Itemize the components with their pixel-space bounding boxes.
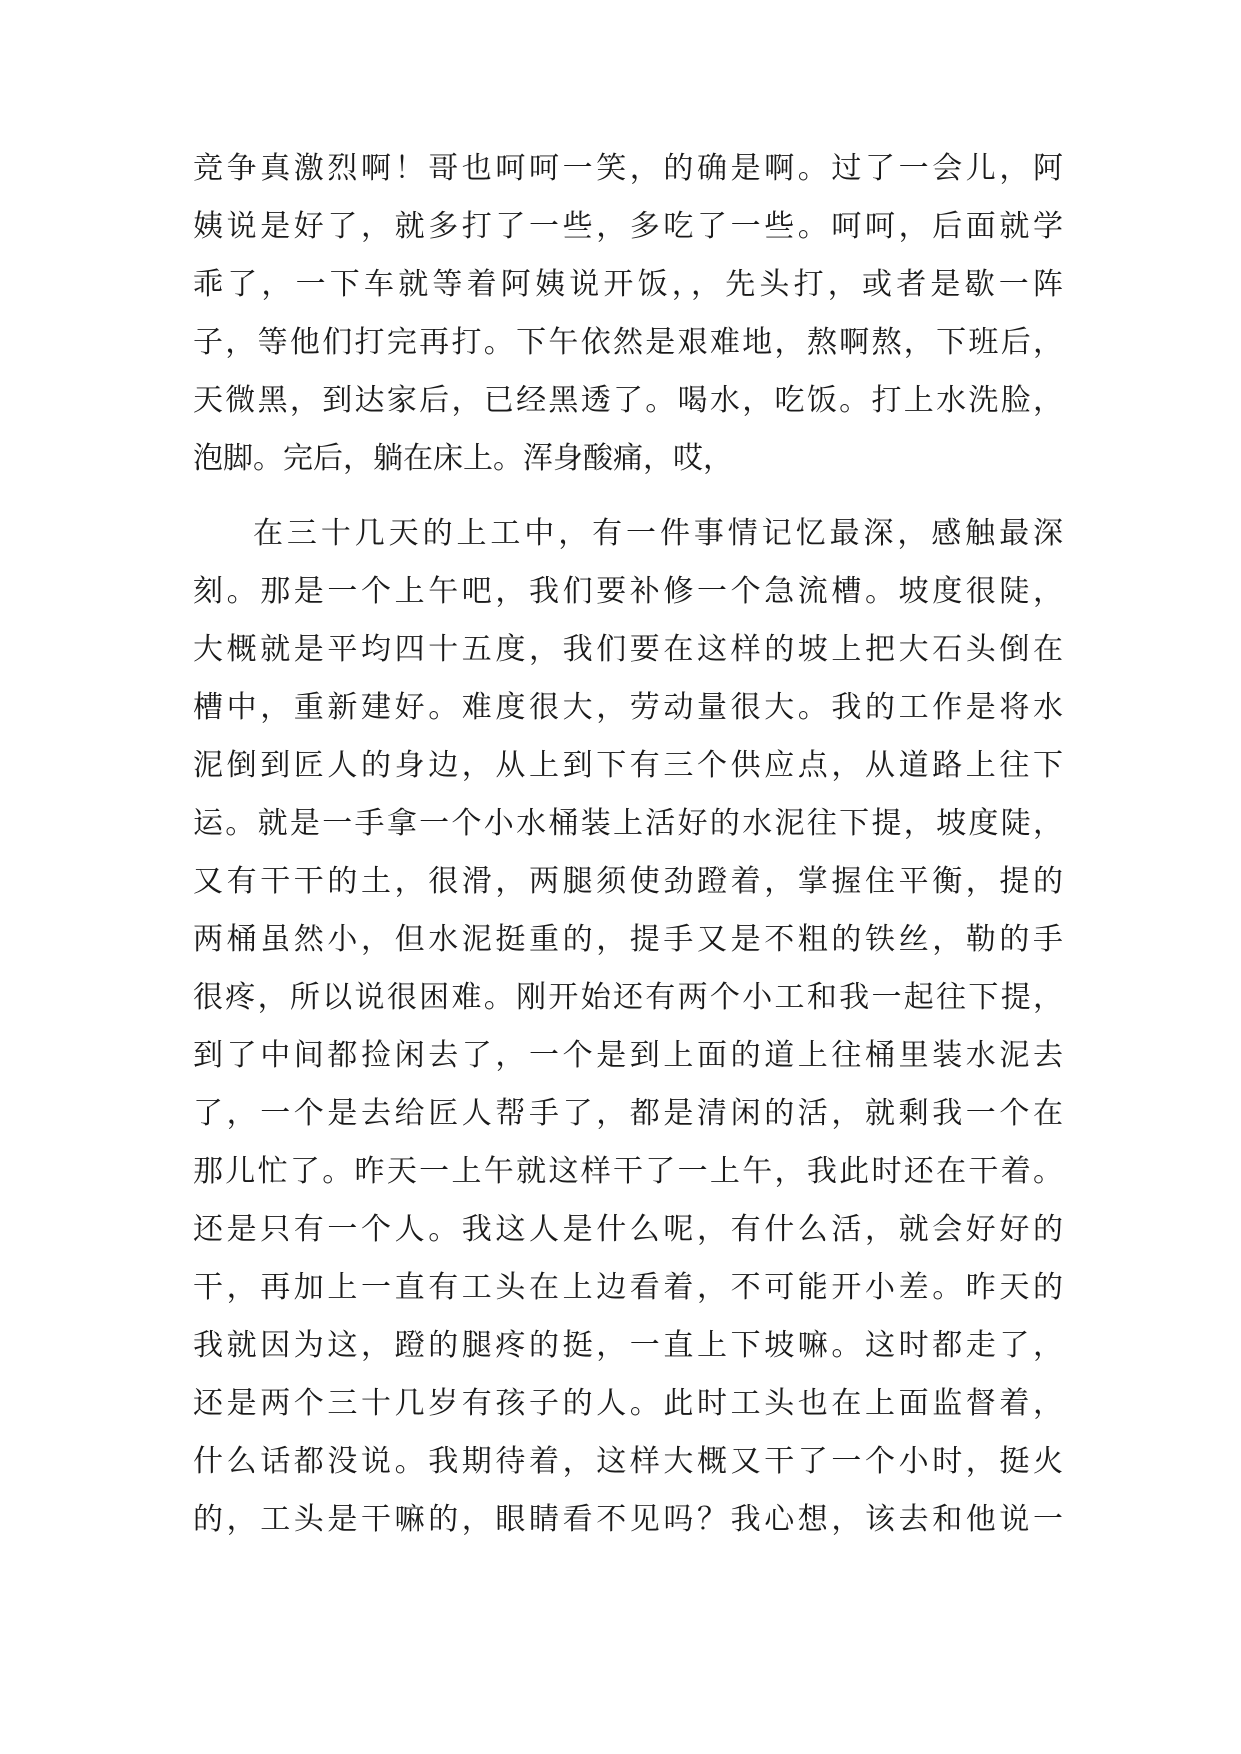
text-line: 两桶虽然小，但水泥挺重的，提手又是不粗的铁丝，勒的手 (193, 922, 1063, 957)
text-line: 干，再加上一直有工头在上边看着，不可能开小差。昨天的 (193, 1270, 1063, 1305)
text-line: 乖了，一下车就等着阿姨说开饭，，先头打，或者是歇一阵 (193, 267, 1063, 302)
text-line: 什么话都没说。我期待着，这样大概又干了一个小时，挺火 (193, 1444, 1063, 1479)
text-line: 我就因为这，蹬的腿疼的挺，一直上下坡嘛。这时都走了， (193, 1328, 1063, 1363)
text-line: 泥倒到匠人的身边，从上到下有三个供应点，从道路上往下 (193, 748, 1063, 783)
text-line: 竞争真激烈啊！哥也呵呵一笑，的确是啊。过了一会儿，阿 (193, 151, 1063, 186)
text-line: 的，工头是干嘛的，眼睛看不见吗？我心想，该去和他说一 (193, 1502, 1063, 1537)
text-line: 刻。那是一个上午吧，我们要补修一个急流槽。坡度很陡， (193, 574, 1063, 609)
text-line: 又有干干的土，很滑，两腿须使劲蹬着，掌握住平衡，提的 (193, 864, 1063, 899)
text-line: 子，等他们打完再打。下午依然是艰难地，熬啊熬，下班后， (193, 325, 1063, 360)
text-line: 很疼，所以说很困难。刚开始还有两个小工和我一起往下提， (193, 980, 1063, 1015)
text-line: 大概就是平均四十五度，我们要在这样的坡上把大石头倒在 (193, 632, 1063, 667)
text-line: 槽中，重新建好。难度很大，劳动量很大。我的工作是将水 (193, 690, 1063, 725)
text-line: 还是只有一个人。我这人是什么呢，有什么活，就会好好的 (193, 1212, 1063, 1247)
text-line: 天微黑，到达家后，已经黑透了。喝水，吃饭。打上水洗脸， (193, 383, 1063, 418)
text-line: 到了中间都捡闲去了，一个是到上面的道上往桶里装水泥去 (193, 1038, 1063, 1073)
text-line: 泡脚。完后，躺在床上。浑身酸痛，哎， (193, 441, 733, 476)
text-line: 那儿忙了。昨天一上午就这样干了一上午，我此时还在干着。 (193, 1154, 1063, 1189)
paragraph-first-line: 在三十几天的上工中，有一件事情记忆最深，感触最深 (253, 516, 1063, 551)
text-line: 还是两个三十几岁有孩子的人。此时工头也在上面监督着， (193, 1386, 1063, 1421)
text-line: 运。就是一手拿一个小水桶装上活好的水泥往下提，坡度陡， (193, 806, 1063, 841)
text-line: 了，一个是去给匠人帮手了，都是清闲的活，就剩我一个在 (193, 1096, 1063, 1131)
text-line: 姨说是好了，就多打了一些，多吃了一些。呵呵，后面就学 (193, 209, 1063, 244)
